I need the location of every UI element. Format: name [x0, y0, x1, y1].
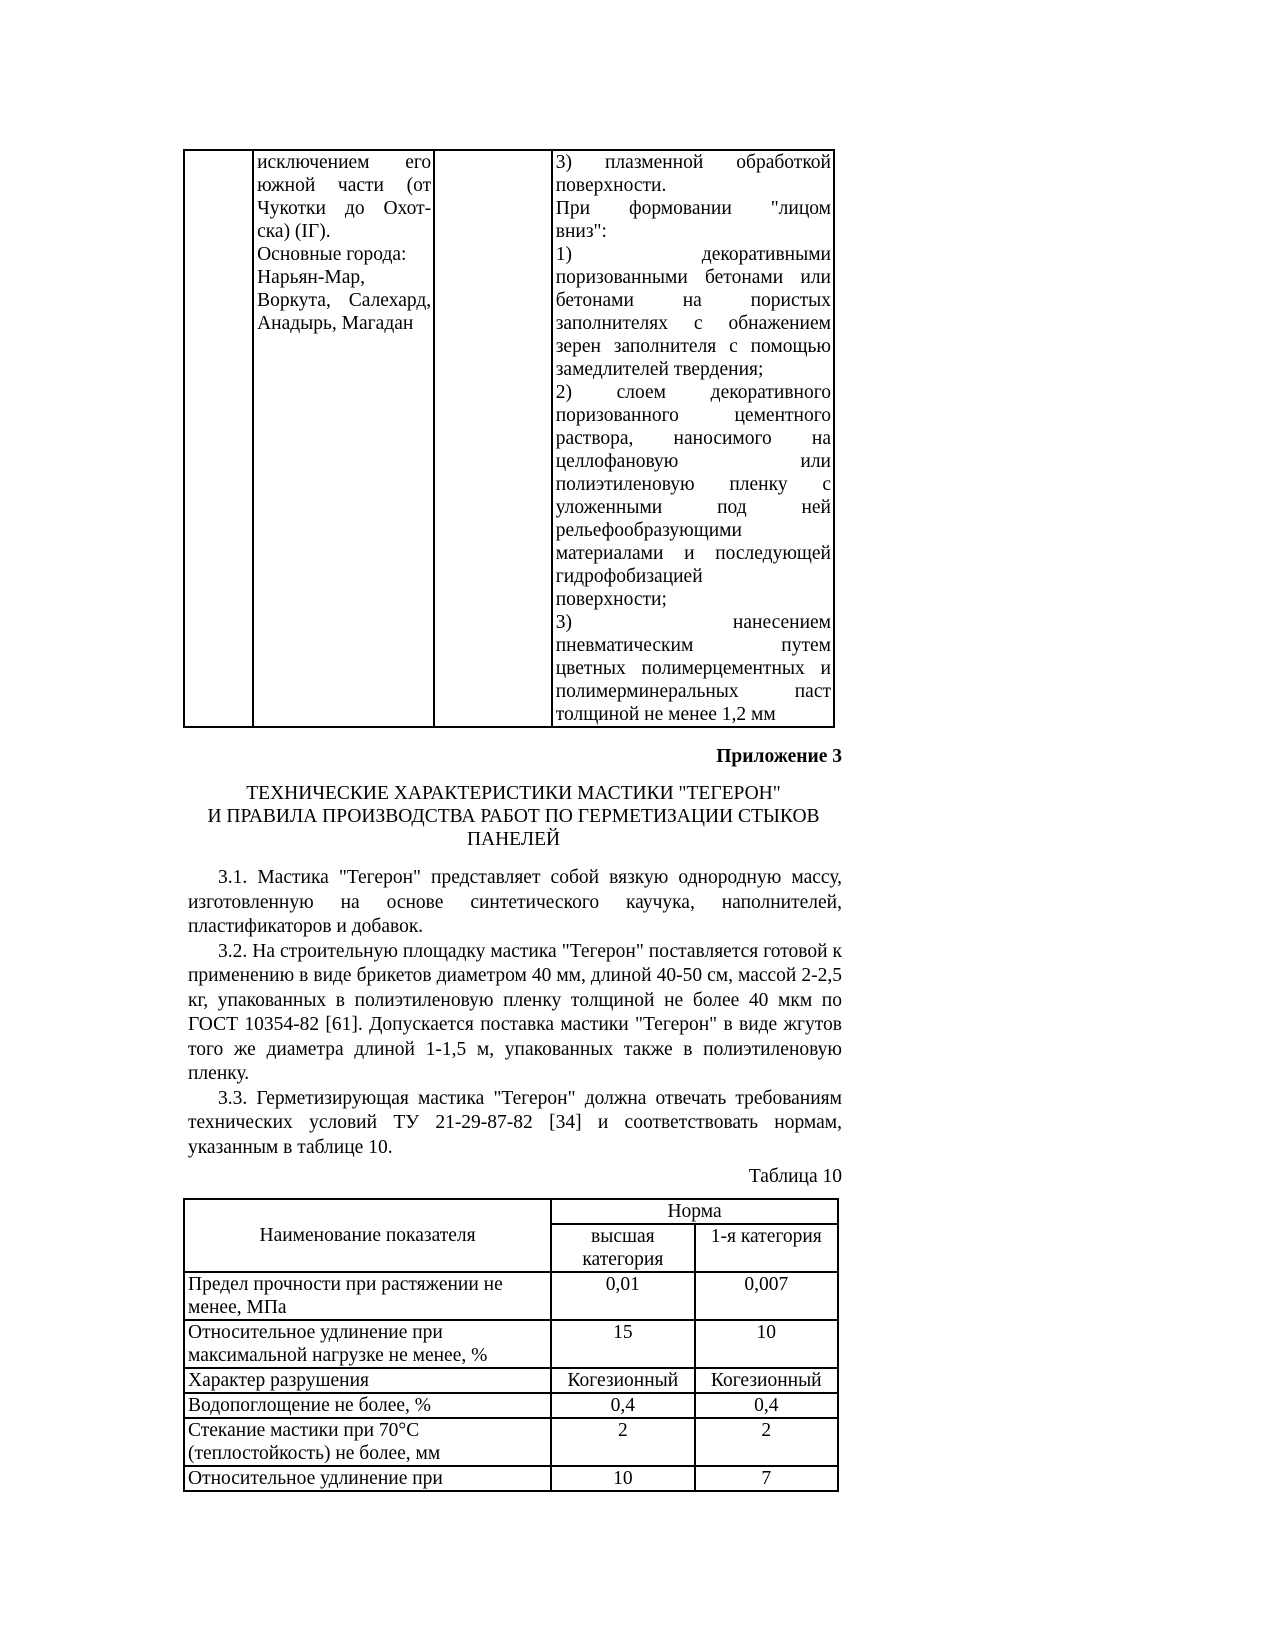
- text-line: цветных полимерцементных и: [555, 658, 831, 679]
- text-line: 3) нанесением: [555, 612, 831, 633]
- table-row: [184, 1368, 838, 1393]
- text-line: пневматическим путем: [555, 635, 831, 656]
- title-line: ТЕХНИЧЕСКИЕ ХАРАКТЕРИСТИКИ МАСТИКИ "ТЕГЕРОН": [246, 783, 781, 804]
- text-line: поверхности.: [555, 175, 667, 196]
- text-line: Основные города:: [257, 244, 407, 265]
- text-line: целлофановую или: [555, 451, 831, 472]
- text-line: материалами и последующей: [555, 543, 831, 564]
- text-line: полимерминеральных паст: [555, 681, 831, 702]
- text-line: полиэтиленовую пленку с: [555, 474, 831, 495]
- table-row: [184, 1466, 838, 1491]
- value-first: 0,4: [695, 1393, 838, 1418]
- header-indicator-name: Наименование показателя: [184, 1199, 551, 1272]
- value-first: 2: [695, 1418, 838, 1466]
- text-line: поризованными бетонами или: [555, 267, 831, 288]
- zone-description-cell: [253, 150, 434, 727]
- text-line: заполнителях с обнажением: [555, 313, 831, 334]
- text-line: Чукотки до Охот-: [257, 198, 432, 219]
- indicator-name: Водопоглощение не более, %: [184, 1393, 551, 1418]
- zones-table-continuation: [183, 149, 835, 728]
- paragraph-3-2: 3.2. На строительную площадку мастика "Тегерон" поставляется готовой к применению в виде брикетов диаметром 40 мм, длиной 40-50 см, массой 2-2,5 кг, упакованных в полиэтиленовую пленку толщиной не более 40 мкм по ГОСТ 10354-82 [61]. Допускается поставка мастики "Тегерон" в виде жгутов того же диаметра длиной 1-1,5 м, упакованных также в полиэтиленовую пленку.: [188, 940, 842, 1084]
- paragraph-3-3: 3.3. Герметизирующая мастика "Тегерон" должна отвечать требованиям технических условий ТУ 21-29-87-82 [34] и соответствовать нормам, указанным в таблице 10.: [188, 1087, 842, 1158]
- indicator-name: Характер разрушения: [184, 1368, 551, 1393]
- text-line: бетонами на пористых: [555, 290, 831, 311]
- text-line: поверхности;: [555, 589, 667, 610]
- indicator-name: Предел прочности при растяжении не менее, МПа: [184, 1272, 551, 1320]
- text-line: 1) декоративными: [555, 244, 831, 265]
- table-row: [184, 1418, 838, 1466]
- text-line: гидрофобизацией: [555, 566, 703, 587]
- indicator-name: Относительное удлинение при максимальной нагрузке не менее, %: [184, 1320, 551, 1368]
- text-line: толщиной не менее 1,2 мм: [555, 704, 776, 725]
- table-caption: Таблица 10: [748, 1166, 842, 1187]
- value-high: 15: [551, 1320, 694, 1368]
- text-line: уложенными под ней: [555, 497, 831, 518]
- value-high: 2: [551, 1418, 694, 1466]
- header-norm: Норма: [551, 1199, 838, 1224]
- finishing-methods-cell: [552, 150, 834, 727]
- text-line: южной части (от: [257, 175, 432, 196]
- text-line: поризованного цементного: [555, 405, 831, 426]
- text-line: раствора, наносимого на: [555, 428, 831, 449]
- text-line: 2) слоем декоративного: [555, 382, 831, 403]
- indicator-name: Стекание мастики при 70°С (теплостойкость) не более, мм: [184, 1418, 551, 1466]
- body-text: [188, 866, 842, 1160]
- table-row: [184, 1320, 838, 1368]
- text-line: ска) (IГ).: [257, 221, 331, 242]
- value-first: 0,007: [695, 1272, 838, 1320]
- value-high: 10: [551, 1466, 694, 1491]
- value-first: Когезионный: [695, 1368, 838, 1393]
- text-line: замедлителей твердения;: [555, 359, 764, 380]
- mastic-properties-table: [183, 1198, 839, 1492]
- table-cell-empty: [184, 150, 253, 727]
- table-header-row: [184, 1199, 838, 1224]
- header-high-category: высшая категория: [551, 1224, 694, 1272]
- appendix-label: Приложение 3: [716, 746, 842, 767]
- table-row: [184, 1272, 838, 1320]
- value-first: 7: [695, 1466, 838, 1491]
- header-first-category: 1-я категория: [695, 1224, 838, 1272]
- paragraph-3-1: 3.1. Мастика "Тегерон" представляет собой вязкую однородную массу, изготовленную на основе синтетического каучука, наполнителей, пластификаторов и добавок.: [188, 867, 842, 937]
- text-line: Анадырь, Магадан: [257, 313, 414, 334]
- text-line: При формовании "лицом: [555, 198, 831, 219]
- title-line: ПАНЕЛЕЙ: [466, 829, 561, 850]
- text-line: исключением его: [257, 152, 432, 173]
- title-line: И ПРАВИЛА ПРОИЗВОДСТВА РАБОТ ПО ГЕРМЕТИЗАЦИИ СТЫКОВ: [207, 806, 820, 827]
- value-first: 10: [695, 1320, 838, 1368]
- table-row: [184, 1393, 838, 1418]
- indicator-name: Относительное удлинение при: [184, 1466, 551, 1491]
- text-line: Нарьян-Мар,: [257, 267, 365, 288]
- text-line: зерен заполнителя с помощью: [555, 336, 831, 357]
- value-high: 0,4: [551, 1393, 694, 1418]
- text-line: 3) плазменной обработкой: [555, 152, 831, 173]
- value-high: Когезионный: [551, 1368, 694, 1393]
- text-line: рельефообразующими: [555, 520, 742, 541]
- section-title: [185, 782, 842, 851]
- value-high: 0,01: [551, 1272, 694, 1320]
- text-line: вниз":: [555, 221, 607, 242]
- table-cell-empty: [434, 150, 552, 727]
- table-row: [184, 150, 834, 727]
- text-line: Воркута, Салехард,: [257, 290, 432, 311]
